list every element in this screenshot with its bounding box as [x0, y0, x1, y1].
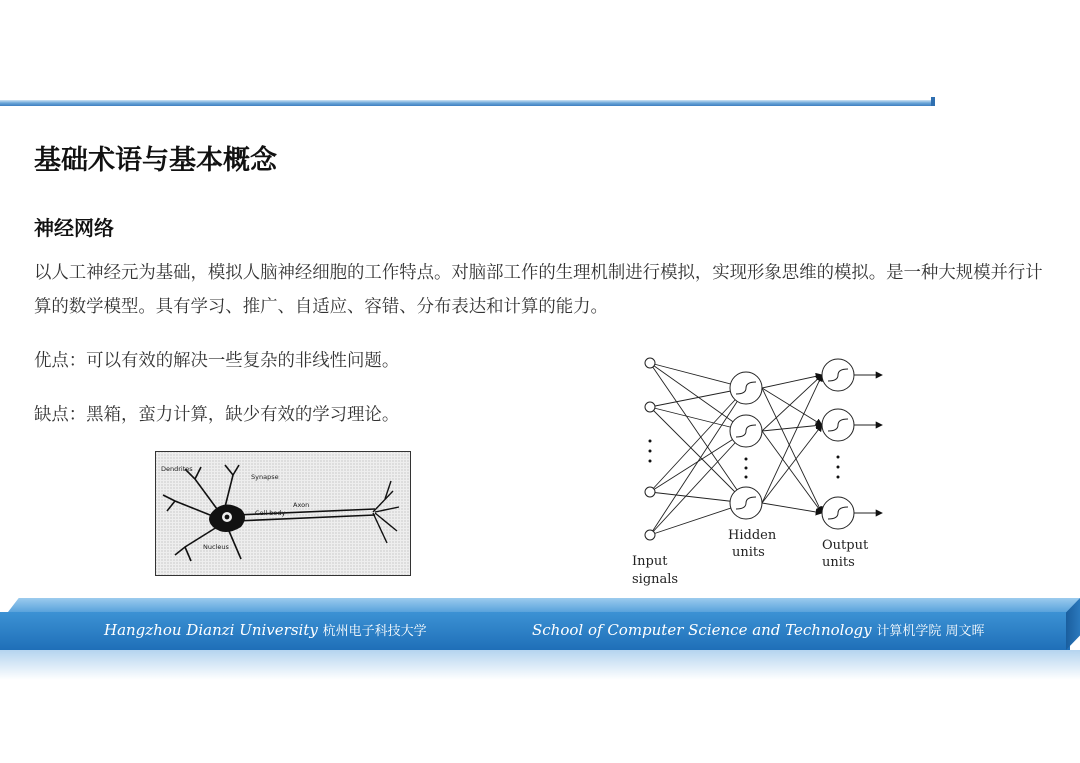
neural-network-diagram — [620, 345, 900, 590]
output-label-line1: Output — [822, 538, 869, 553]
output-label-line2: units — [822, 555, 855, 570]
header-rule — [0, 100, 935, 106]
slide-title: 基础术语与基本概念 — [34, 145, 277, 176]
input-label-line1: Input — [632, 554, 668, 569]
section-heading: 神经网络 — [34, 216, 114, 240]
biological-neuron-figure — [155, 451, 411, 576]
footer-university-en: Hangzhou Dianzi University — [104, 621, 318, 639]
footer-university — [104, 620, 427, 639]
footer-school-cn: 计算机学院 周文晖 — [876, 624, 985, 639]
description-paragraph: 以人工神经元为基础，模拟人脑神经细胞的工作特点。对脑部工作的生理机制进行模拟，实现形象思维的模拟。是一种大规模并行计算的数学模型。具有学习、推广、自适应、容错、分布表达和计算的能力。 — [34, 263, 1043, 317]
hidden-label-line2: units — [732, 545, 765, 560]
advantage-text: 优点：可以有效的解决一些复杂的非线性问题。 — [34, 351, 400, 371]
footer-bar-top — [8, 598, 1080, 612]
footer-reflection — [0, 650, 1080, 680]
input-label-line2: signals — [632, 572, 679, 587]
cell-body-label: Cell body — [255, 509, 286, 517]
footer-school-en: School of Computer Science and Technology — [532, 621, 872, 639]
footer-university-cn: 杭州电子科技大学 — [322, 624, 427, 639]
axon-label: Axon — [293, 501, 310, 509]
disadvantage-text: 缺点：黑箱，蛮力计算，缺少有效的学习理论。 — [34, 405, 400, 425]
hidden-label-line1: Hidden — [728, 528, 777, 543]
synapse-label: Synapse — [251, 473, 279, 481]
dendrites-label: Dendrites — [161, 465, 193, 473]
nucleus-label: Nucleus — [203, 543, 229, 551]
footer-school — [532, 620, 984, 639]
